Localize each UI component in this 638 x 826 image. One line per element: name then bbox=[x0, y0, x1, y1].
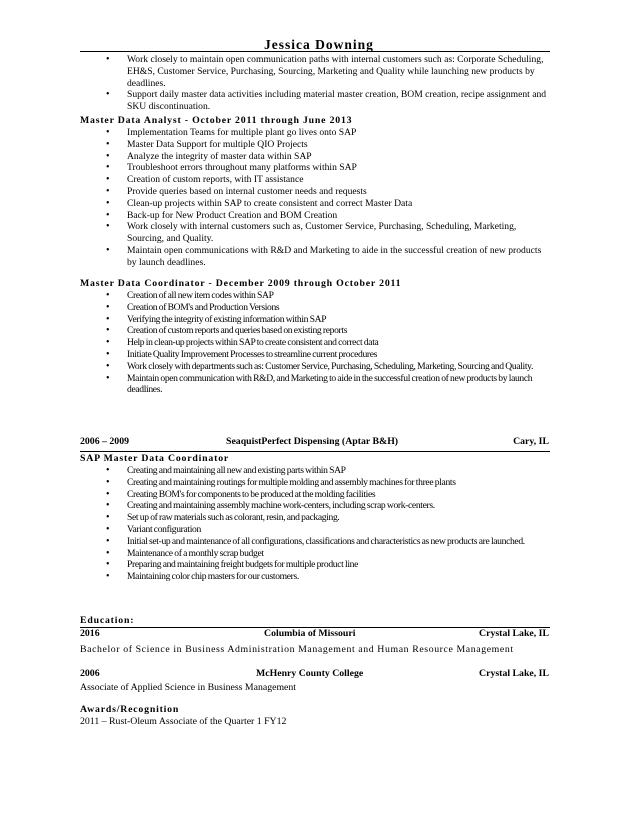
list-item: • Maintaining color chip masters for our customers. bbox=[80, 571, 550, 583]
header-rule bbox=[80, 51, 550, 52]
list-item: • Maintenance of a monthly scrap budget bbox=[80, 548, 550, 560]
analyst-title: Master Data Analyst - October 2011 through June 2013 bbox=[80, 115, 353, 126]
job2-location: Cary, IL bbox=[513, 436, 549, 447]
education-year: 2006 bbox=[80, 668, 100, 679]
resume-name: Jessica Downing bbox=[264, 37, 374, 52]
awards-heading: Awards/Recognition bbox=[80, 704, 180, 715]
list-item: • Clean-up projects within SAP to create consistent and correct Master Data bbox=[80, 198, 550, 210]
list-item: • Creation of all new item codes within SAP bbox=[80, 290, 550, 302]
education-location: Crystal Lake, IL bbox=[479, 668, 549, 679]
list-item: • Analyze the integrity of master data within SAP bbox=[80, 151, 550, 163]
education-school: McHenry County College bbox=[256, 668, 364, 679]
list-item: • Provide queries based on internal customer needs and requests bbox=[80, 186, 550, 198]
continued-bullets bbox=[80, 54, 550, 113]
list-item: • Creating BOM's for components to be produced at the molding facilities bbox=[80, 489, 550, 501]
list-item: • Support daily master data activities including material master creation, BOM creation, recipe assignment and SKU discontinuation. bbox=[80, 89, 550, 113]
coordinator-title: Master Data Coordinator - December 2009 through October 2011 bbox=[80, 278, 402, 289]
list-item: • Master Data Support for multiple QIO Projects bbox=[80, 139, 550, 151]
list-item: • Back-up for New Product Creation and BOM Creation bbox=[80, 210, 550, 222]
list-item: • Help in clean-up projects within SAP to create consistent and correct data bbox=[80, 337, 550, 349]
list-item: • Preparing and maintaining freight budgets for multiple product line bbox=[80, 559, 550, 571]
education-school: Columbia of Missouri bbox=[264, 628, 356, 639]
list-item: • Variant configuration bbox=[80, 524, 550, 536]
education-degree: Associate of Applied Science in Business Management bbox=[80, 682, 297, 693]
analyst-section bbox=[80, 115, 550, 269]
list-item: • Creating and maintaining assembly machine work-centers, including scrap work-centers. bbox=[80, 500, 550, 512]
list-item: • Implementation Teams for multiple plant go lives onto SAP bbox=[80, 127, 550, 139]
list-item: • Creation of custom reports and queries based on existing reports bbox=[80, 325, 550, 337]
education-location: Crystal Lake, IL bbox=[479, 628, 549, 639]
job2-section bbox=[80, 453, 550, 583]
list-item: • Creation of BOM's and Production Versions bbox=[80, 302, 550, 314]
job2-title: SAP Master Data Coordinator bbox=[80, 453, 230, 464]
list-item: • Creating and maintaining all new and existing parts within SAP bbox=[80, 465, 550, 477]
list-item: • Work closely with internal customers such as, Customer Service, Purchasing, Scheduling, Marketing, Sourcing, and Quality. bbox=[80, 221, 550, 245]
list-item: • Set up of raw materials such as colorant, resin, and packaging. bbox=[80, 512, 550, 524]
list-item: • Initiate Quality Improvement Processes to streamline current procedures bbox=[80, 349, 550, 361]
list-item: • Troubleshoot errors throughout many platforms within SAP bbox=[80, 162, 550, 174]
list-item: • Work closely to maintain open communication paths with internal customers such as: Corporate Scheduling, EH&S, Customer Service, Purchasing, Sourcing, Marketing and Quality while launching new products by deadlines. bbox=[80, 54, 550, 89]
job2-rule bbox=[80, 451, 550, 452]
education-year: 2016 bbox=[80, 628, 100, 639]
list-item: • Creation of custom reports, with IT assistance bbox=[80, 174, 550, 186]
job2-company: SeaquistPerfect Dispensing (Aptar B&H) bbox=[226, 436, 399, 447]
list-item: • Initial set-up and maintenance of all configurations, classifications and characteristics as new products are launched. bbox=[80, 536, 550, 548]
education-heading: Education: bbox=[80, 615, 135, 626]
job2-dates: 2006 – 2009 bbox=[80, 436, 129, 447]
education-degree: Bachelor of Science in Business Administration Management and Human Resource Management bbox=[80, 644, 514, 655]
list-item: • Creating and maintaining routings for multiple molding and assembly machines for three plants bbox=[80, 477, 550, 489]
awards-line: 2011 – Rust-Oleum Associate of the Quarter 1 FY12 bbox=[80, 716, 287, 727]
coordinator-section bbox=[80, 278, 550, 396]
list-item: • Maintain open communication with R&D, and Marketing to aide in the successful creation of new products by launch deadlines. bbox=[80, 373, 550, 397]
list-item: • Work closely with departments such as: Customer Service, Purchasing, Scheduling, Marketing, Sourcing and Quality. bbox=[80, 361, 550, 373]
list-item: • Verifying the integrity of existing information within SAP bbox=[80, 314, 550, 326]
list-item: • Maintain open communications with R&D and Marketing to aide in the successful creation of new products by launch deadlines. bbox=[80, 245, 550, 269]
